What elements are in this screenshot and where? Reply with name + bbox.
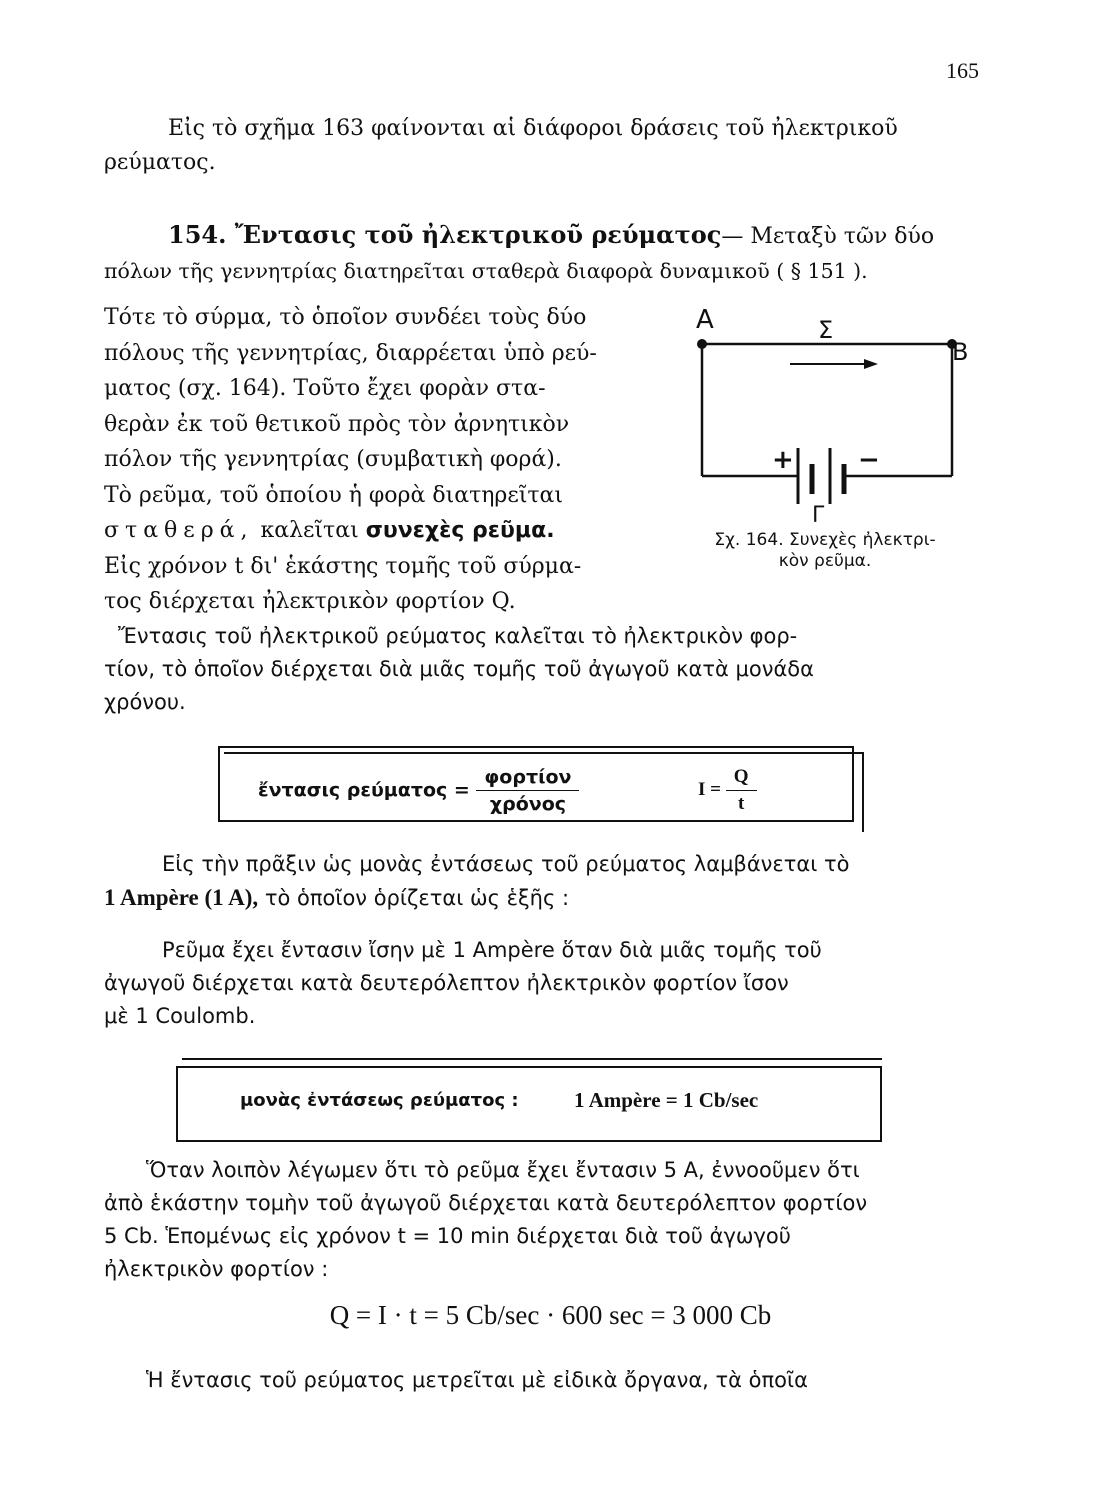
- practice-line-2-rest: τὸ ὁποῖον ὁρίζεται ὡς ἑξῆς :: [258, 886, 570, 910]
- left-line-7: [104, 513, 664, 549]
- caption-line-2: κὸν ρεῦμα.: [778, 551, 872, 571]
- symbol-denominator: t: [737, 793, 745, 814]
- symbol-numerator: Q: [726, 766, 757, 791]
- unit-label: μονὰς ἐντάσεως ρεύματος :: [240, 1090, 519, 1111]
- formula-box: [218, 746, 854, 822]
- closing-paragraph: [104, 1364, 984, 1397]
- unit-value: 1 Ampère = 1 Cb/sec: [574, 1088, 759, 1112]
- formula-numerator: φορτίον: [476, 766, 579, 791]
- page-number: 165: [946, 58, 979, 83]
- caption-line-1: Σχ. 164. Συνεχὲς ἠλεκτρι-: [714, 530, 936, 550]
- label-plus: +: [772, 445, 794, 475]
- left-line-6: Τὸ ρεῦμα, τοῦ ὁποίου ἡ φορὰ διατηρεῖται: [104, 482, 564, 508]
- left-line-7-mid: καλεῖται: [253, 518, 366, 543]
- practice-paragraph: [104, 848, 984, 915]
- left-line-3: ματος (σχ. 164). Τοῦτο ἔχει φορὰν στα-: [104, 376, 546, 401]
- left-column-text: [104, 300, 664, 620]
- ampere-term: 1 Ampère (1 A),: [104, 885, 259, 910]
- ampere-line-2: ἀγωγοῦ διέρχεται κατὰ δευτερόλεπτον ἠλεκτρικὸν φορτίον ἴσον: [104, 971, 789, 995]
- left-line-2: πόλους τῆς γεννητρίας, διαρρέεται ὑπὸ ρεύ-: [104, 340, 597, 366]
- intro-line-1: Εἰς τὸ σχῆμα 163 φαίνονται αἱ διάφοροι δράσεις τοῦ ἠλεκτρικοῦ: [168, 116, 898, 141]
- symbol-fraction: [726, 766, 757, 815]
- label-B: B: [952, 338, 969, 366]
- unit-box: [176, 1066, 882, 1142]
- label-A: A: [696, 305, 714, 335]
- ampere-line-1: Ρεῦμα ἔχει ἔντασιν ἴσην μὲ 1 Ampère ὅταν διὰ μιᾶς τομῆς τοῦ: [162, 938, 822, 962]
- left-line-8: Εἰς χρόνον t δι' ἑκάστης τομῆς τοῦ σύρμα-: [104, 553, 582, 579]
- left-line-5: πόλον τῆς γεννητρίας (συμβατικὴ φορά).: [104, 447, 562, 472]
- section-line-2: πόλων τῆς γεννητρίας διατηρεῖται σταθερὰ διαφορὰ δυναμικοῦ ( § 151 ).: [104, 259, 868, 283]
- ampere-line-3: μὲ 1 Coulomb.: [104, 1004, 256, 1028]
- definition-line-3: χρόνου.: [104, 690, 186, 714]
- example-paragraph: [104, 1154, 984, 1286]
- formula-denominator: χρόνος: [489, 793, 567, 815]
- example-line-4: ἠλεκτρικὸν φορτίον :: [104, 1257, 329, 1281]
- symbol-left: I =: [698, 778, 721, 800]
- label-sigma: Σ: [818, 316, 834, 344]
- terminal-A: [697, 339, 707, 349]
- label-minus: −: [858, 445, 880, 475]
- definition-line-1: Ἔντασις τοῦ ἠλεκτρικοῦ ρεύματος καλεῖται τὸ ἠλεκτρικὸν φορ-: [118, 624, 798, 648]
- example-line-1: Ὅταν λοιπὸν λέγωμεν ὅτι τὸ ρεῦμα ἔχει ἔντασιν 5 A, ἐννοοῦμεν ὅτι: [146, 1158, 860, 1182]
- practice-line-1: Εἰς τὴν πρᾶξιν ὡς μονὰς ἐντάσεως τοῦ ρεύματος λαμβάνεται τὸ: [162, 852, 850, 876]
- left-line-4: θερὰν ἐκ τοῦ θετικοῦ πρὸς τὸν ἀρνητικὸν: [104, 411, 570, 437]
- section-heading: 154. Ἔντασις τοῦ ἠλεκτρικοῦ ρεύματος: [168, 220, 722, 249]
- arrow-icon: [864, 359, 878, 369]
- practice-line-2: [104, 881, 984, 915]
- formula-label: ἔντασις ρεύματος =: [258, 779, 470, 801]
- example-line-2: ἀπὸ ἑκάστην τομὴν τοῦ ἀγωγοῦ διέρχεται κατὰ δευτερόλεπτον φορτίον: [104, 1191, 868, 1215]
- intro-line-2: ρεύματος.: [104, 150, 216, 175]
- label-gamma: Γ: [812, 503, 825, 528]
- formula-symbols: [698, 766, 757, 815]
- unit-box-shadow: [182, 1058, 882, 1066]
- term-continuous-current: συνεχὲς ρεῦμα.: [365, 518, 555, 543]
- figure-caption: [665, 530, 985, 572]
- closing-line: Ἡ ἔντασις τοῦ ρεύματος μετρεῖται μὲ εἰδικὰ ὄργανα, τὰ ὁποῖα: [146, 1368, 808, 1392]
- definition-paragraph: [104, 620, 984, 719]
- spaced-word: σταθερά,: [104, 518, 254, 543]
- section-heading-cont: — Μεταξὺ τῶν δύο: [721, 224, 935, 249]
- section-paragraph: [104, 218, 984, 288]
- left-line-1: Τότε τὸ σύρμα, τὸ ὁποῖον συνδέει τοὺς δύο: [104, 305, 587, 330]
- formula-fraction: [476, 766, 579, 815]
- charge-equation: Q = I · t = 5 Cb/sec · 600 sec = 3 000 Cb: [329, 1300, 772, 1330]
- intro-paragraph: [104, 112, 984, 180]
- formula-words: [258, 766, 579, 815]
- ampere-definition: [104, 934, 984, 1033]
- section-line-1: [104, 218, 984, 254]
- left-line-9: τος διέρχεται ἠλεκτρικὸν φορτίον Q.: [104, 589, 516, 614]
- definition-line-2: τίον, τὸ ὁποῖον διέρχεται διὰ μιᾶς τομῆς τοῦ ἀγωγοῦ κατὰ μονάδα: [104, 657, 815, 681]
- example-line-3: 5 Cb. Ἑπομένως εἰς χρόνον t = 10 min διέρχεται διὰ τοῦ ἀγωγοῦ: [104, 1224, 791, 1248]
